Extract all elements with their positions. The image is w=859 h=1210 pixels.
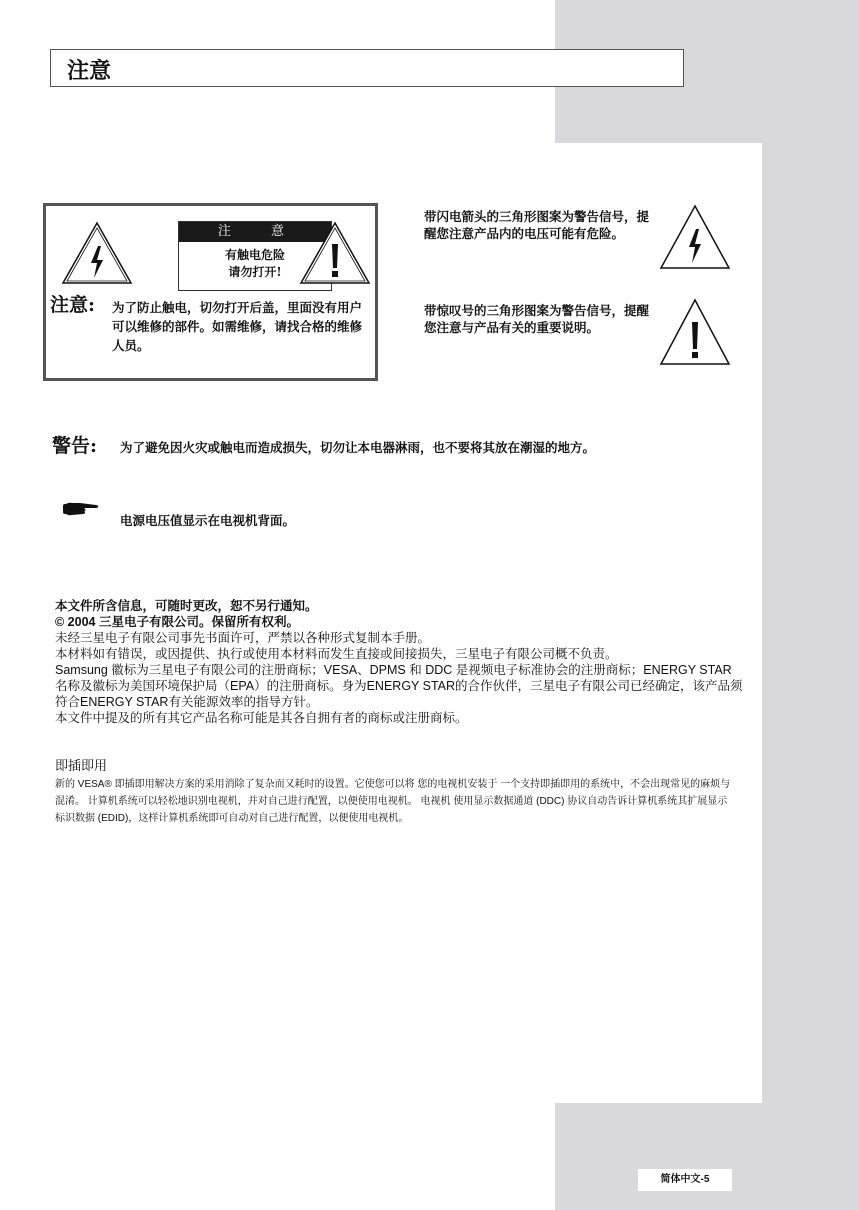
legal-line-1: 本文件所含信息，可随时更改，恕不另行通知。	[55, 598, 318, 613]
lightning-symbol-description: 带闪电箭头的三角形图案为警告信号，提醒您注意产品内的电压可能有危险。	[424, 209, 650, 241]
page-title: 注意	[67, 58, 112, 84]
caution-sign-line1: 有触电危险	[224, 248, 285, 262]
legal-section	[55, 598, 745, 726]
exclamation-symbol-description: 带惊叹号的三角形图案为警告信号，提醒您注意与产品有关的重要说明。	[424, 303, 650, 335]
warning-label: 警告:	[52, 435, 98, 457]
legal-line-6: 本文件中提及的所有其它产品名称可能是其各自拥有者的商标或注册商标。	[55, 711, 468, 725]
legal-line-3: 未经三星电子有限公司事先书面许可，严禁以各种形式复制本手册。	[55, 631, 431, 645]
legal-line-4: 本材料如有错误，或因提供、执行或使用本材料而发生直接或间接损失，三星电子有限公司概不负责。	[55, 647, 618, 661]
power-note-text: 电源电压值显示在电视机背面。	[120, 513, 296, 528]
plug-and-play-title: 即插即用	[55, 759, 108, 774]
page-number: 简体中文-5	[638, 1169, 732, 1191]
caution-sign-line2: 请勿打开!	[228, 265, 282, 279]
warning-text: 为了避免因火灾或触电而造成损失，切勿让本电器淋雨，也不要将其放在潮湿的地方。	[120, 440, 596, 455]
plug-and-play-text: 新的 VESA® 即插即用解决方案的采用消除了复杂而又耗时的设置。它使您可以将 您的电视机安装于 一个支持即插即用的系统中，不会出现常见的麻烦与混淆。 计算机系统可以轻松地识别电视机，并对自己进行配置，以便使用电视机。 电视机 使用显示数据通道 (DDC) 协议自动告诉计算机系统其扩展显示标识数据 (EDID)，这样计算机系统即可自动对自己进行配置，以便使用电视机。	[55, 779, 731, 824]
lightning-warning-icon	[60, 220, 134, 286]
side-band-bottom	[555, 1103, 859, 1210]
legal-line-5: Samsung 徽标为三星电子有限公司的注册商标；VESA、DPMS 和 DDC 是视频电子标准协会的注册商标；ENERGY STAR 名称及徽标为美国环境保护局（EPA）的注册商标。身为ENERGY STAR的合作伙伴，三星电子有限公司已经确定，该产品须符合ENERGY STAR有关能源效率的指导方针。	[55, 663, 743, 709]
page-title-box	[50, 49, 684, 87]
caution-note-label: 注意:	[50, 294, 96, 316]
caution-note-text: 为了防止触电，切勿打开后盖，里面没有用户可以维修的部件。如需维修，请找合格的维修人员。	[112, 300, 363, 353]
side-band-right	[762, 143, 859, 1210]
pointing-hand-icon	[62, 500, 100, 518]
lightning-triangle-icon	[658, 203, 732, 271]
legal-line-2: © 2004 三星电子有限公司。保留所有权利。	[55, 615, 299, 629]
caution-sign-header: 注 意	[179, 222, 331, 242]
exclamation-warning-icon	[298, 220, 372, 286]
exclamation-triangle-icon	[658, 297, 732, 367]
caution-label-box	[43, 203, 378, 381]
